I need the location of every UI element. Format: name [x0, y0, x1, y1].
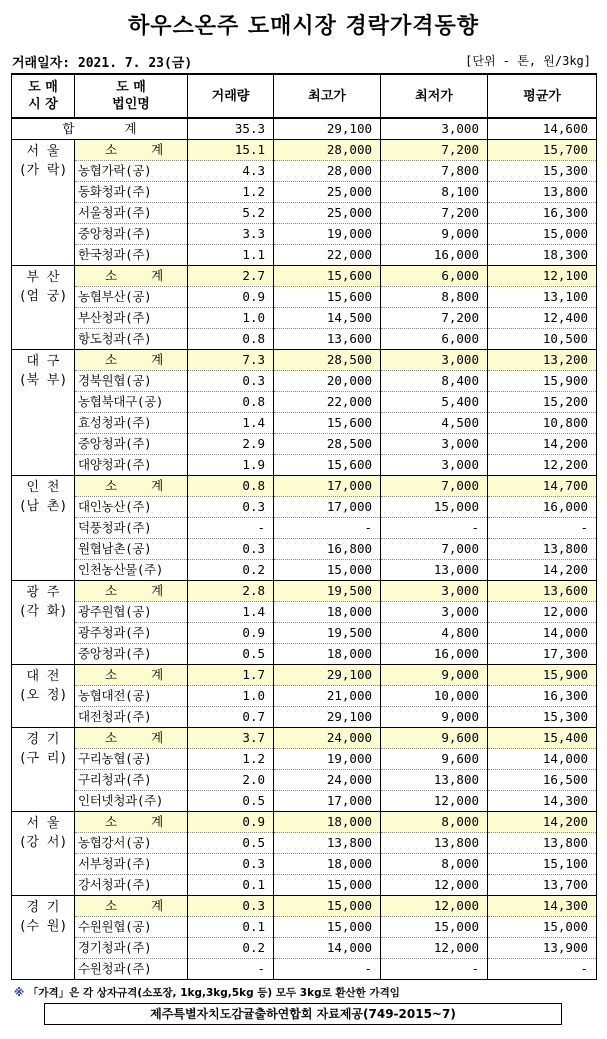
- max-price-cell: 19,000: [274, 224, 381, 245]
- region-name: 인 천: [26, 480, 60, 495]
- subtotal-row: [12, 728, 597, 749]
- volume-cell: 0.5: [188, 644, 274, 665]
- min-price-cell: 3,000: [381, 455, 488, 476]
- volume-cell: 1.2: [188, 749, 274, 770]
- min-price-cell: 9,600: [381, 728, 488, 749]
- subtotal-row: [12, 896, 597, 917]
- volume-cell: 7.3: [188, 350, 274, 371]
- avg-price-cell: 12,000: [488, 602, 597, 623]
- volume-cell: 2.8: [188, 581, 274, 602]
- avg-price-cell: 10,800: [488, 413, 597, 434]
- avg-price-cell: 14,000: [488, 623, 597, 644]
- min-price-cell: 8,000: [381, 854, 488, 875]
- subtotal-row: [12, 581, 597, 602]
- subtotal-row: [12, 665, 597, 686]
- volume-cell: 0.8: [188, 329, 274, 350]
- min-price-cell: 6,000: [381, 329, 488, 350]
- volume-cell: 0.3: [188, 371, 274, 392]
- max-price-cell: 28,500: [274, 434, 381, 455]
- corporation-name: 강서청과(주): [75, 875, 188, 896]
- avg-price-cell: 17,300: [488, 644, 597, 665]
- table-row: [12, 539, 597, 560]
- avg-price-cell: 15,900: [488, 371, 597, 392]
- footnote: [14, 985, 400, 1000]
- price-table: [11, 73, 597, 980]
- min-price-cell: 15,000: [381, 917, 488, 938]
- region-name: 대 전: [26, 669, 60, 684]
- table-row: [12, 329, 597, 350]
- corporation-name: 농협부산(공): [75, 287, 188, 308]
- max-price-cell: 28,000: [274, 161, 381, 182]
- max-price-cell: 15,000: [274, 875, 381, 896]
- header-corporation: 도 매 법인명: [75, 74, 188, 118]
- avg-price-cell: 12,200: [488, 455, 597, 476]
- min-price-cell: 3,000: [381, 581, 488, 602]
- trade-date: 거래일자: 2021. 7. 23(금): [12, 56, 193, 71]
- volume-cell: 0.1: [188, 875, 274, 896]
- table-row: [12, 791, 597, 812]
- max-price-cell: 13,600: [274, 329, 381, 350]
- corporation-name: 효성청과(주): [75, 413, 188, 434]
- table-row: [12, 560, 597, 581]
- table-row: [12, 497, 597, 518]
- volume-cell: 0.9: [188, 623, 274, 644]
- max-price-cell: 28,000: [274, 140, 381, 161]
- table-row: [12, 707, 597, 728]
- corporation-name: 경북원협(공): [75, 371, 188, 392]
- volume-cell: 0.3: [188, 896, 274, 917]
- volume-cell: 1.4: [188, 602, 274, 623]
- volume-cell: 3.3: [188, 224, 274, 245]
- volume-cell: 0.8: [188, 476, 274, 497]
- volume-cell: -: [188, 959, 274, 980]
- table-row: [12, 518, 597, 539]
- region-market: (오 정): [18, 688, 68, 703]
- region-cell: [12, 896, 75, 980]
- table-row: [12, 182, 597, 203]
- min-price-cell: 12,000: [381, 938, 488, 959]
- max-price-cell: 15,600: [274, 455, 381, 476]
- table-row: [12, 917, 597, 938]
- region-market: (강 서): [18, 835, 68, 850]
- region-cell: [12, 812, 75, 896]
- max-price-cell: 19,500: [274, 581, 381, 602]
- total-max: 29,100: [274, 118, 381, 140]
- header-max-price: 최고가: [274, 74, 381, 118]
- volume-cell: 0.3: [188, 497, 274, 518]
- volume-cell: 2.7: [188, 266, 274, 287]
- min-price-cell: 9,000: [381, 224, 488, 245]
- corporation-name: 경기청과(주): [75, 938, 188, 959]
- table-row: [12, 770, 597, 791]
- avg-price-cell: 13,700: [488, 875, 597, 896]
- avg-price-cell: 13,800: [488, 182, 597, 203]
- corporation-name: 소계: [75, 665, 188, 686]
- max-price-cell: 18,000: [274, 812, 381, 833]
- table-row: [12, 623, 597, 644]
- volume-cell: 0.3: [188, 854, 274, 875]
- avg-price-cell: 16,000: [488, 497, 597, 518]
- region-name: 대 구: [26, 354, 60, 369]
- volume-cell: 15.1: [188, 140, 274, 161]
- table-row: [12, 434, 597, 455]
- region-cell: [12, 266, 75, 350]
- avg-price-cell: 14,300: [488, 791, 597, 812]
- total-avg: 14,600: [488, 118, 597, 140]
- volume-cell: 0.2: [188, 938, 274, 959]
- max-price-cell: 14,500: [274, 308, 381, 329]
- corporation-name: 서울청과(주): [75, 203, 188, 224]
- region-market: (구 리): [18, 751, 68, 766]
- table-row: [12, 371, 597, 392]
- avg-price-cell: 15,000: [488, 917, 597, 938]
- avg-price-cell: 15,200: [488, 392, 597, 413]
- corporation-name: 중앙청과(주): [75, 434, 188, 455]
- total-min: 3,000: [381, 118, 488, 140]
- region-market: (남 촌): [18, 499, 68, 514]
- table-row: [12, 833, 597, 854]
- avg-price-cell: -: [488, 518, 597, 539]
- table-row: [12, 308, 597, 329]
- corporation-name: 광주원협(공): [75, 602, 188, 623]
- max-price-cell: 20,000: [274, 371, 381, 392]
- corporation-name: 소계: [75, 476, 188, 497]
- corporation-name: 대양청과(주): [75, 455, 188, 476]
- region-cell: [12, 476, 75, 581]
- min-price-cell: 3,000: [381, 434, 488, 455]
- avg-price-cell: 13,800: [488, 539, 597, 560]
- volume-cell: 0.9: [188, 812, 274, 833]
- volume-cell: 1.0: [188, 308, 274, 329]
- total-volume: 35.3: [188, 118, 274, 140]
- avg-price-cell: 10,500: [488, 329, 597, 350]
- max-price-cell: 14,000: [274, 938, 381, 959]
- min-price-cell: -: [381, 518, 488, 539]
- max-price-cell: 17,000: [274, 476, 381, 497]
- table-body: [12, 118, 597, 980]
- source-credit: 제주특별자치도감귤출하연합회 자료제공(749-2015~7): [44, 1003, 562, 1025]
- volume-cell: 0.5: [188, 833, 274, 854]
- min-price-cell: 8,000: [381, 812, 488, 833]
- region-market: (가 락): [18, 163, 68, 178]
- table-row: [12, 854, 597, 875]
- max-price-cell: 15,000: [274, 917, 381, 938]
- corporation-name: 소계: [75, 140, 188, 161]
- avg-price-cell: 14,300: [488, 896, 597, 917]
- min-price-cell: 13,800: [381, 770, 488, 791]
- max-price-cell: 25,000: [274, 203, 381, 224]
- header-avg-price: 평균가: [488, 74, 597, 118]
- corporation-name: 농협가락(공): [75, 161, 188, 182]
- volume-cell: 0.7: [188, 707, 274, 728]
- min-price-cell: 12,000: [381, 875, 488, 896]
- max-price-cell: 18,000: [274, 644, 381, 665]
- max-price-cell: 18,000: [274, 854, 381, 875]
- max-price-cell: 15,600: [274, 287, 381, 308]
- max-price-cell: 29,100: [274, 707, 381, 728]
- subtotal-row: [12, 350, 597, 371]
- table-row: [12, 161, 597, 182]
- header-volume: 거래량: [188, 74, 274, 118]
- volume-cell: 1.7: [188, 665, 274, 686]
- region-market: (수 원): [18, 919, 68, 934]
- corporation-name: 덕풍청과(주): [75, 518, 188, 539]
- corporation-name: 동화청과(주): [75, 182, 188, 203]
- corporation-name: 소계: [75, 896, 188, 917]
- volume-cell: 0.2: [188, 560, 274, 581]
- corporation-name: 한국청과(주): [75, 245, 188, 266]
- max-price-cell: 13,800: [274, 833, 381, 854]
- volume-cell: 1.2: [188, 182, 274, 203]
- subtotal-row: [12, 812, 597, 833]
- table-row: [12, 749, 597, 770]
- table-row: [12, 287, 597, 308]
- corporation-name: 서부청과(주): [75, 854, 188, 875]
- min-price-cell: 16,000: [381, 644, 488, 665]
- region-cell: [12, 350, 75, 476]
- corporation-name: 인천농산물(주): [75, 560, 188, 581]
- table-row: [12, 203, 597, 224]
- min-price-cell: 7,200: [381, 308, 488, 329]
- corporation-name: 소계: [75, 812, 188, 833]
- region-name: 광 주: [26, 585, 60, 600]
- min-price-cell: 10,000: [381, 686, 488, 707]
- min-price-cell: 13,800: [381, 833, 488, 854]
- max-price-cell: 15,000: [274, 560, 381, 581]
- volume-cell: 0.8: [188, 392, 274, 413]
- subtotal-row: [12, 476, 597, 497]
- min-price-cell: 7,000: [381, 476, 488, 497]
- min-price-cell: 13,000: [381, 560, 488, 581]
- min-price-cell: 9,000: [381, 707, 488, 728]
- table-row: [12, 245, 597, 266]
- max-price-cell: 28,500: [274, 350, 381, 371]
- avg-price-cell: 16,300: [488, 686, 597, 707]
- corporation-name: 소계: [75, 581, 188, 602]
- min-price-cell: -: [381, 959, 488, 980]
- min-price-cell: 8,800: [381, 287, 488, 308]
- volume-cell: 2.9: [188, 434, 274, 455]
- corporation-name: 소계: [75, 728, 188, 749]
- table-row: [12, 413, 597, 434]
- corporation-name: 구리농협(공): [75, 749, 188, 770]
- min-price-cell: 7,200: [381, 140, 488, 161]
- avg-price-cell: 14,200: [488, 812, 597, 833]
- avg-price-cell: 15,000: [488, 224, 597, 245]
- max-price-cell: 17,000: [274, 791, 381, 812]
- corporation-name: 항도청과(주): [75, 329, 188, 350]
- region-name: 부 산: [26, 270, 60, 285]
- max-price-cell: 15,600: [274, 413, 381, 434]
- region-name: 서 울: [26, 144, 60, 159]
- page-title: 하우스온주 도매시장 경락가격동향: [127, 14, 480, 39]
- max-price-cell: 15,000: [274, 896, 381, 917]
- min-price-cell: 15,000: [381, 497, 488, 518]
- max-price-cell: 24,000: [274, 728, 381, 749]
- table-row: [12, 455, 597, 476]
- min-price-cell: 6,000: [381, 266, 488, 287]
- table-row: [12, 392, 597, 413]
- corporation-name: 중앙청과(주): [75, 224, 188, 245]
- corporation-name: 구리청과(주): [75, 770, 188, 791]
- table-row: [12, 644, 597, 665]
- region-cell: [12, 140, 75, 266]
- table-row: [12, 602, 597, 623]
- table-header-row: [12, 74, 597, 118]
- min-price-cell: 8,400: [381, 371, 488, 392]
- volume-cell: 5.2: [188, 203, 274, 224]
- table-row: [12, 959, 597, 980]
- max-price-cell: 29,100: [274, 665, 381, 686]
- corporation-name: 대인농산(주): [75, 497, 188, 518]
- volume-cell: 2.0: [188, 770, 274, 791]
- region-cell: [12, 581, 75, 665]
- region-cell: [12, 728, 75, 812]
- min-price-cell: 5,400: [381, 392, 488, 413]
- max-price-cell: 21,000: [274, 686, 381, 707]
- max-price-cell: -: [274, 959, 381, 980]
- avg-price-cell: 14,000: [488, 749, 597, 770]
- min-price-cell: 7,800: [381, 161, 488, 182]
- header-market: 도 매 시 장: [12, 74, 75, 118]
- corporation-name: 농협강서(공): [75, 833, 188, 854]
- unit-label: [단위 - 톤, 원/3kg]: [465, 54, 591, 68]
- table-row: [12, 938, 597, 959]
- subtotal-row: [12, 140, 597, 161]
- avg-price-cell: 13,800: [488, 833, 597, 854]
- volume-cell: 1.1: [188, 245, 274, 266]
- avg-price-cell: 15,400: [488, 728, 597, 749]
- total-label: 합계: [12, 118, 188, 140]
- volume-cell: -: [188, 518, 274, 539]
- volume-cell: 4.3: [188, 161, 274, 182]
- avg-price-cell: 14,200: [488, 434, 597, 455]
- max-price-cell: -: [274, 518, 381, 539]
- max-price-cell: 22,000: [274, 392, 381, 413]
- max-price-cell: 19,500: [274, 623, 381, 644]
- min-price-cell: 3,000: [381, 350, 488, 371]
- min-price-cell: 16,000: [381, 245, 488, 266]
- max-price-cell: 22,000: [274, 245, 381, 266]
- region-market: (엄 궁): [18, 289, 68, 304]
- table-row: [12, 224, 597, 245]
- avg-price-cell: 15,300: [488, 707, 597, 728]
- avg-price-cell: 13,900: [488, 938, 597, 959]
- max-price-cell: 25,000: [274, 182, 381, 203]
- region-name: 서 울: [26, 816, 60, 831]
- max-price-cell: 24,000: [274, 770, 381, 791]
- header-min-price: 최저가: [381, 74, 488, 118]
- avg-price-cell: 13,200: [488, 350, 597, 371]
- max-price-cell: 15,600: [274, 266, 381, 287]
- avg-price-cell: 13,600: [488, 581, 597, 602]
- corporation-name: 농협북대구(공): [75, 392, 188, 413]
- corporation-name: 수원원협(공): [75, 917, 188, 938]
- subtotal-row: [12, 266, 597, 287]
- avg-price-cell: -: [488, 959, 597, 980]
- avg-price-cell: 12,400: [488, 308, 597, 329]
- corporation-name: 인터넷청과(주): [75, 791, 188, 812]
- corporation-name: 대전청과(주): [75, 707, 188, 728]
- max-price-cell: 19,000: [274, 749, 381, 770]
- avg-price-cell: 15,900: [488, 665, 597, 686]
- corporation-name: 부산청과(주): [75, 308, 188, 329]
- min-price-cell: 9,000: [381, 665, 488, 686]
- volume-cell: 0.1: [188, 917, 274, 938]
- volume-cell: 1.0: [188, 686, 274, 707]
- corporation-name: 광주청과(주): [75, 623, 188, 644]
- region-cell: [12, 665, 75, 728]
- max-price-cell: 18,000: [274, 602, 381, 623]
- corporation-name: 소계: [75, 266, 188, 287]
- volume-cell: 0.9: [188, 287, 274, 308]
- avg-price-cell: 15,300: [488, 161, 597, 182]
- avg-price-cell: 16,500: [488, 770, 597, 791]
- avg-price-cell: 16,300: [488, 203, 597, 224]
- corporation-name: 원협남촌(공): [75, 539, 188, 560]
- note-text: 「가격」은 각 상자규격(소포장, 1kg,3kg,5kg 등) 모두 3kg로 환산한 가격임: [27, 987, 400, 999]
- note-mark: ※: [14, 987, 25, 999]
- min-price-cell: 4,500: [381, 413, 488, 434]
- avg-price-cell: 13,100: [488, 287, 597, 308]
- min-price-cell: 12,000: [381, 896, 488, 917]
- corporation-name: 수원청과(주): [75, 959, 188, 980]
- corporation-name: 중앙청과(주): [75, 644, 188, 665]
- volume-cell: 0.5: [188, 791, 274, 812]
- avg-price-cell: 12,100: [488, 266, 597, 287]
- corporation-name: 소계: [75, 350, 188, 371]
- total-row: [12, 118, 597, 140]
- avg-price-cell: 15,100: [488, 854, 597, 875]
- min-price-cell: 7,200: [381, 203, 488, 224]
- corporation-name: 농협대전(공): [75, 686, 188, 707]
- min-price-cell: 9,600: [381, 749, 488, 770]
- min-price-cell: 8,100: [381, 182, 488, 203]
- region-market: (각 화): [18, 604, 68, 619]
- avg-price-cell: 15,700: [488, 140, 597, 161]
- volume-cell: 1.4: [188, 413, 274, 434]
- table-row: [12, 875, 597, 896]
- volume-cell: 0.3: [188, 539, 274, 560]
- min-price-cell: 4,800: [381, 623, 488, 644]
- volume-cell: 1.9: [188, 455, 274, 476]
- volume-cell: 3.7: [188, 728, 274, 749]
- max-price-cell: 17,000: [274, 497, 381, 518]
- min-price-cell: 3,000: [381, 602, 488, 623]
- max-price-cell: 16,800: [274, 539, 381, 560]
- region-market: (북 부): [18, 373, 68, 388]
- min-price-cell: 12,000: [381, 791, 488, 812]
- avg-price-cell: 14,200: [488, 560, 597, 581]
- avg-price-cell: 18,300: [488, 245, 597, 266]
- avg-price-cell: 14,700: [488, 476, 597, 497]
- table-row: [12, 686, 597, 707]
- region-name: 경 기: [26, 900, 60, 915]
- min-price-cell: 7,000: [381, 539, 488, 560]
- region-name: 경 기: [26, 732, 60, 747]
